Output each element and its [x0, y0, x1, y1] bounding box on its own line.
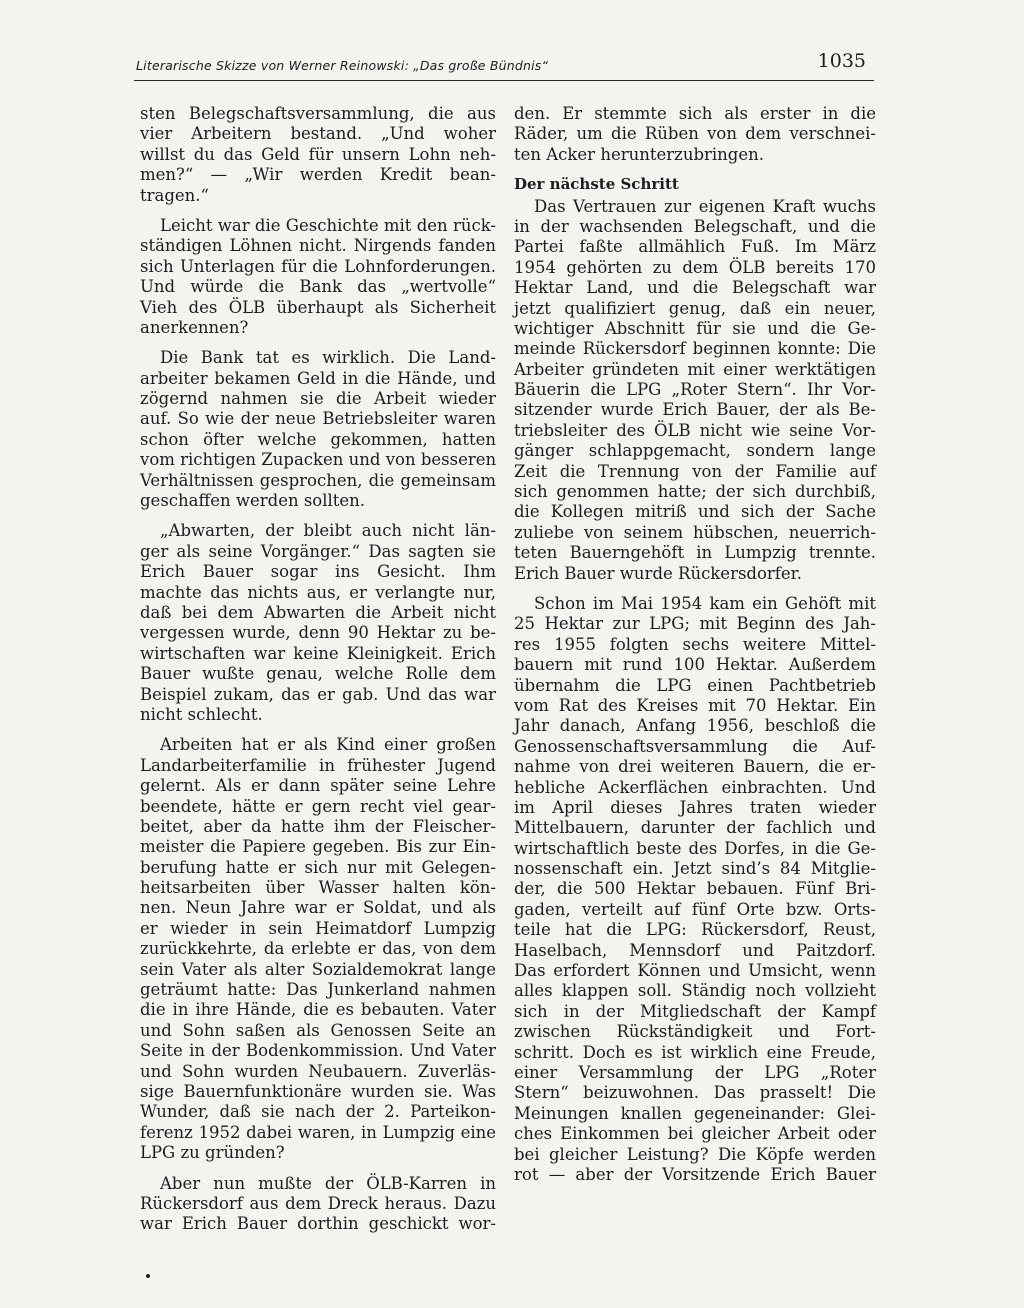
page-header: [134, 50, 874, 81]
text-line: ger als seine Vorgänger.“ Das sagten sie: [140, 541, 496, 561]
text-line: triebsleiter des ÖLB nicht wie seine Vor-: [514, 420, 876, 440]
text-line: im April dieses Jahres traten wieder: [514, 797, 876, 817]
text-line: meister die Papiere gegeben. Bis zur Ein-: [140, 837, 496, 857]
text-line: Genossenschaftsversammlung die Auf-: [514, 736, 876, 756]
text-line: sten Belegschaftsversammlung, die aus: [140, 104, 496, 123]
text-line: daß bei dem Abwarten die Arbeit nicht: [140, 602, 496, 622]
text-line: nen. Neun Jahre war er Soldat, und als: [140, 898, 496, 918]
text-line: gänger schlappgemacht, sondern lange: [514, 441, 876, 461]
text-line: sich Unterlagen für die Lohnforderungen.: [140, 256, 496, 276]
text-line: sich genommen hatte; der sich durchbiß,: [514, 482, 876, 502]
text-line: gelernt. Als er dann später seine Lehre: [140, 776, 496, 796]
text-line: sige Bauernfunktionäre wurden sie. Was: [140, 1081, 496, 1101]
paragraph: [140, 104, 496, 206]
text-line: geträumt hatte: Das Junkerland nahmen: [140, 980, 496, 1000]
text-line: Haselbach, Mennsdorf und Paitzdorf.: [514, 940, 876, 960]
text-line: er wieder in sein Heimatdorf Lumpzig: [140, 918, 496, 938]
text-line: Schon im Mai 1954 kam ein Gehöft mit: [534, 593, 876, 613]
text-line: meinde Rückersdorf beginnen konnte: Die: [514, 339, 876, 359]
text-line: Die Bank tat es wirklich. Die Land-: [160, 348, 496, 368]
text-line: Das erfordert Können und Umsicht, wenn: [514, 961, 876, 981]
text-line: geschaffen werden sollten.: [140, 491, 366, 511]
text-line: Vieh des ÖLB überhaupt als Sicherheit: [140, 297, 496, 317]
text-line: jetzt qualifiziert genug, daß ein neuer,: [514, 298, 876, 318]
text-line: zuliebe von seinem hübschen, neuerrich-: [514, 522, 876, 542]
text-line: bauern mit rund 100 Hektar. Außerdem: [514, 655, 876, 675]
text-line: Rückersdorf aus dem Dreck heraus. Dazu: [140, 1193, 496, 1213]
text-line: die Kollegen mitriß und sich der Sache: [514, 502, 876, 522]
text-line: 25 Hektar zur LPG; mit Beginn des Jah-: [514, 614, 876, 634]
text-line: Erich Bauer wurde Rückersdorfer.: [514, 563, 803, 583]
paragraph: [514, 197, 876, 584]
text-line: Verhältnissen gesprochen, die gemeinsam: [140, 470, 496, 490]
text-line: Meinungen knallen gegeneinander: Glei-: [514, 1103, 876, 1123]
text-line: Partei faßte allmählich Fuß. Im März: [514, 237, 876, 257]
text-line: teten Bauerngehöft in Lumpzig trennte.: [514, 543, 876, 563]
text-line: übernahm die LPG einen Pachtbetrieb: [514, 675, 876, 695]
paragraph: [514, 104, 876, 165]
text-line: nicht schlecht.: [140, 704, 263, 724]
text-line: nahme von drei weiteren Bauern, die er-: [514, 757, 876, 777]
right-column: [514, 104, 876, 1185]
text-line: vom Rat des Kreises mit 70 Hektar. Ein: [514, 695, 876, 715]
text-line: Aber nun mußte der ÖLB-Karren in: [160, 1173, 496, 1193]
text-line: „Abwarten, der bleibt auch nicht län-: [160, 521, 496, 541]
text-line: Seite in der Bodenkommission. Und Vater: [140, 1041, 496, 1061]
text-line: Leicht war die Geschichte mit den rück-: [160, 215, 496, 235]
text-line: Zeit die Trennung von der Familie auf: [514, 461, 876, 481]
paragraph: [140, 348, 496, 511]
text-line: sein Vater als alter Sozialdemokrat lange: [140, 959, 496, 979]
text-line: Landarbeiterfamilie in frühester Jugend: [140, 755, 496, 775]
page-number: 1035: [817, 50, 866, 72]
text-line: beendete, hätte er gern recht viel gear-: [140, 796, 496, 816]
paragraph: [140, 735, 496, 1163]
text-line: Erich Bauer sogar ins Gesicht. Ihm: [140, 562, 496, 582]
text-line: Bauer wußte genau, welche Rolle dem: [140, 664, 496, 684]
text-line: nossenschaft ein. Jetzt sind’s 84 Mitglie-: [514, 859, 876, 879]
section-heading: Der nächste Schritt: [514, 175, 679, 194]
text-line: men?“ — „Wir werden Kredit bean-: [140, 165, 496, 185]
text-line: hebliche Ackerflächen einbrachten. Und: [514, 777, 876, 797]
paragraph: [140, 521, 496, 725]
text-line: sitzender wurde Erich Bauer, der als Be-: [514, 400, 876, 420]
text-line: vom richtigen Zupacken und von besseren: [140, 450, 497, 470]
text-line: LPG zu gründen?: [140, 1143, 285, 1163]
text-line: die in ihre Hände, die es bebauten. Vater: [140, 1000, 496, 1020]
text-line: Hektar Land, und die Belegschaft war: [514, 278, 876, 298]
text-line: einer Versammlung der LPG „Roter: [514, 1062, 876, 1082]
text-line: anerkennen?: [140, 317, 249, 337]
text-line: den. Er stemmte sich als erster in die: [514, 104, 876, 123]
text-line: 1954 gehörten zu dem ÖLB bereits 170: [514, 257, 876, 277]
left-column: [140, 104, 496, 1235]
text-line: vergessen wurde, denn 90 Hektar zu be-: [140, 623, 496, 643]
text-line: res 1955 folgten sechs weitere Mittel-: [514, 634, 876, 654]
text-line: alles klappen soll. Ständig noch vollzieht: [514, 981, 876, 1001]
text-line: Mittelbauern, darunter der fachlich und: [514, 818, 876, 838]
right-paragraphs: [514, 197, 876, 1186]
text-line: Stern“ beizuwohnen. Das prasselt! Die: [514, 1083, 876, 1103]
paragraph: [140, 1174, 496, 1235]
text-line: Das Vertrauen zur eigenen Kraft wuchs: [534, 196, 876, 216]
text-line: rot — aber der Vorsitzende Erich Bauer: [514, 1164, 876, 1184]
text-line: wichtiger Abschnitt für sie und die Ge-: [514, 318, 876, 338]
text-line: Bäuerin die LPG „Roter Stern“. Ihr Vor-: [514, 380, 876, 400]
text-line: Wunder, daß sie nach der 2. Parteikon-: [140, 1102, 496, 1122]
text-line: der, die 500 Hektar bebauen. Fünf Bri-: [514, 879, 876, 899]
text-line: schritt. Doch es ist wirklich eine Freude,: [514, 1042, 876, 1062]
paragraph: [514, 594, 876, 1185]
text-line: wirtschaften war keine Kleinigkeit. Erich: [140, 643, 496, 663]
text-line: ches Einkommen bei gleicher Arbeit oder: [514, 1124, 876, 1144]
text-line: wirtschaftlich beste des Dorfes, in die Ge-: [514, 838, 876, 858]
text-line: beitet, aber da hatte ihm der Fleischer-: [140, 816, 496, 836]
text-line: zögernd nahmen sie die Arbeit wieder: [140, 389, 496, 409]
text-line: und Sohn saßen als Genossen Seite an: [140, 1020, 496, 1040]
text-line: ten Acker herunterzubringen.: [514, 144, 765, 164]
paper-speck: [146, 1274, 150, 1278]
text-line: Und würde die Bank das „wertvolle“: [140, 277, 496, 297]
text-line: berufung hatte er sich nur mit Gelegen-: [140, 857, 496, 877]
text-line: war Erich Bauer dorthin geschickt wor-: [140, 1214, 496, 1234]
paragraph: [140, 216, 496, 338]
text-line: tragen.“: [140, 185, 209, 205]
text-line: und Sohn wurden Neubauern. Zuverläs-: [140, 1061, 496, 1081]
text-line: vier Arbeitern bestand. „Und woher: [140, 124, 496, 144]
text-line: gaden, verteilt auf fünf Orte bzw. Orts-: [514, 899, 876, 919]
text-line: ständigen Löhnen nicht. Nirgends fanden: [140, 236, 496, 256]
text-line: sich in der Mitgliedschaft der Kampf: [514, 1001, 876, 1021]
text-line: teile hat die LPG: Rückersdorf, Reust,: [514, 920, 876, 940]
text-line: schon öfter welche gekommen, hatten: [140, 429, 496, 449]
text-line: bei gleicher Leistung? Die Köpfe werden: [514, 1144, 876, 1164]
text-line: Räder, um die Rüben von dem verschnei-: [514, 124, 876, 144]
text-line: in der wachsenden Belegschaft, und die: [514, 216, 876, 236]
text-line: arbeiter bekamen Geld in die Hände, und: [140, 368, 496, 388]
text-line: willst du das Geld für unsern Lohn neh-: [140, 144, 496, 164]
continuation-paragraph: [514, 104, 876, 165]
text-line: Beispiel zukam, das er gab. Und das war: [140, 684, 496, 704]
text-line: ferenz 1952 dabei waren, in Lumpzig eine: [140, 1122, 496, 1142]
running-head: Literarische Skizze von Werner Reinowski: „Das große Bündnis“: [136, 58, 549, 73]
text-line: Arbeiten hat er als Kind einer großen: [160, 735, 496, 755]
text-line: Arbeiter gründeten mit einer werktätigen: [514, 359, 876, 379]
text-line: Jahr danach, Anfang 1956, beschloß die: [514, 716, 876, 736]
text-line: machte das nichts aus, er verlangte nur,: [140, 582, 496, 602]
text-line: heitsarbeiten über Wasser halten kön-: [140, 878, 496, 898]
text-line: zurückkehrte, da erlebte er das, von dem: [140, 939, 496, 959]
text-line: auf. So wie der neue Betriebsleiter waren: [140, 409, 496, 429]
text-line: zwischen Rückständigkeit und Fort-: [514, 1022, 876, 1042]
